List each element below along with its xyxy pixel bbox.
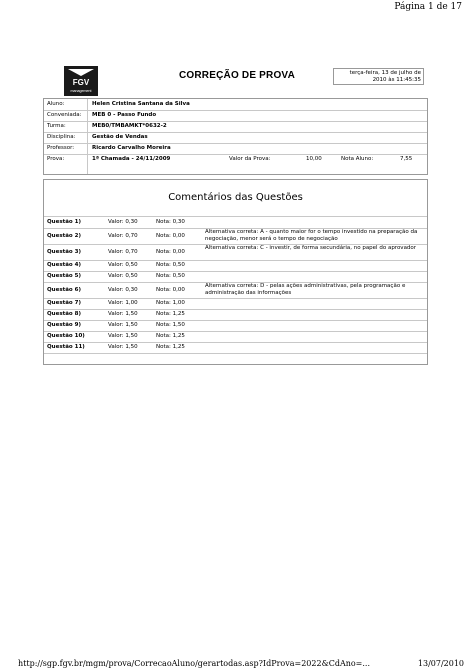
question-row [44,244,427,261]
logo-subtitle-text: management [70,89,92,93]
question-row [44,228,427,245]
generation-date-line2: 2010 às 11:45:35 [372,77,421,83]
footer-date: 13/07/2010 [417,659,464,668]
question-valor: Valor: 1,00 [108,300,138,306]
question-valor: Valor: 1,50 [108,344,138,350]
question-nota: Nota: 1,50 [156,322,185,328]
turma-value: MEB0/TMBAMKT*0632-2 [92,123,167,129]
document-title: CORREÇÃO DE PROVA [178,70,295,81]
nota-aluno-value: 7,55 [400,156,413,162]
question-valor: Valor: 1,50 [108,322,138,328]
question-nota: Nota: 1,25 [156,311,185,317]
question-nota: Nota: 0,50 [156,273,185,279]
question-nota: Nota: 0,00 [156,233,185,239]
disciplina-value: Gestão de Vendas [92,134,148,140]
page-indicator: Página 1 de 17 [394,2,462,12]
question-label: Questão 1) [47,219,81,225]
info-row-prova [44,154,427,165]
info-label: Aluno: [47,101,65,107]
question-nota: Nota: 0,00 [156,287,185,293]
question-label: Questão 5) [47,273,81,279]
comments-section [43,179,428,365]
question-valor: Valor: 0,30 [108,219,138,225]
question-valor: Valor: 0,50 [108,273,138,279]
question-nota: Nota: 0,50 [156,262,185,268]
footer-url: http://sgp.fgv.br/mgm/prova/CorrecaoAluno/gerartodas.asp?IdProva=2022&CdAno=... [18,659,371,668]
info-label: Disciplina: [47,134,76,140]
question-label: Questão 2) [47,233,81,239]
generation-date [333,68,424,85]
prova-value: 1ª Chamada - 24/11/2009 [92,156,171,162]
info-label: Prova: [47,156,65,162]
info-label: Conveniada: [47,112,82,118]
student-info-table [43,98,428,175]
valor-prova-value: 10,00 [306,156,322,162]
question-row [44,282,427,299]
question-comment: Alternativa correta: C - investir, de forma secundária, no papel do aprovador [205,245,417,251]
question-label: Questão 6) [47,287,81,293]
question-nota: Nota: 0,30 [156,219,185,225]
question-comment: Alternativa correta: A - quanto maior for o tempo investido na preparação da negociação, menor será o tempo de negociação [205,229,418,242]
fgv-logo [64,66,98,96]
question-row [44,342,427,354]
question-label: Questão 4) [47,262,81,268]
question-comment: Alternativa correta: D - pelas ações administrativas, pela programação e administração das informações [205,283,406,296]
question-nota: Nota: 0,00 [156,249,185,255]
question-label: Questão 7) [47,300,81,306]
question-label: Questão 3) [47,249,81,255]
info-label: Professor: [47,145,75,151]
question-valor: Valor: 1,50 [108,333,138,339]
generation-date-line1: terça-feira, 13 de julho de [349,70,421,76]
question-label: Questão 9) [47,322,81,328]
question-valor: Valor: 0,30 [108,287,138,293]
question-nota: Nota: 1,25 [156,344,185,350]
info-label: Turma: [47,123,66,129]
question-valor: Valor: 1,50 [108,311,138,317]
logo-brand-text: FGV [72,78,90,87]
question-nota: Nota: 1,25 [156,333,185,339]
question-valor: Valor: 0,70 [108,233,138,239]
conveniada-value: MEB 0 - Passo Fundo [92,112,157,118]
question-valor: Valor: 0,70 [108,249,138,255]
question-label: Questão 10) [47,333,85,339]
comments-title: Comentários das Questões [168,192,303,203]
valor-prova-label: Valor da Prova: [229,156,271,162]
student-name: Helen Cristina Santana da Silva [92,101,190,107]
question-label: Questão 8) [47,311,81,317]
question-nota: Nota: 1,00 [156,300,185,306]
question-valor: Valor: 0,50 [108,262,138,268]
nota-aluno-label: Nota Aluno: [341,156,374,162]
question-label: Questão 11) [47,344,85,350]
professor-value: Ricardo Carvalho Moreira [92,145,171,151]
